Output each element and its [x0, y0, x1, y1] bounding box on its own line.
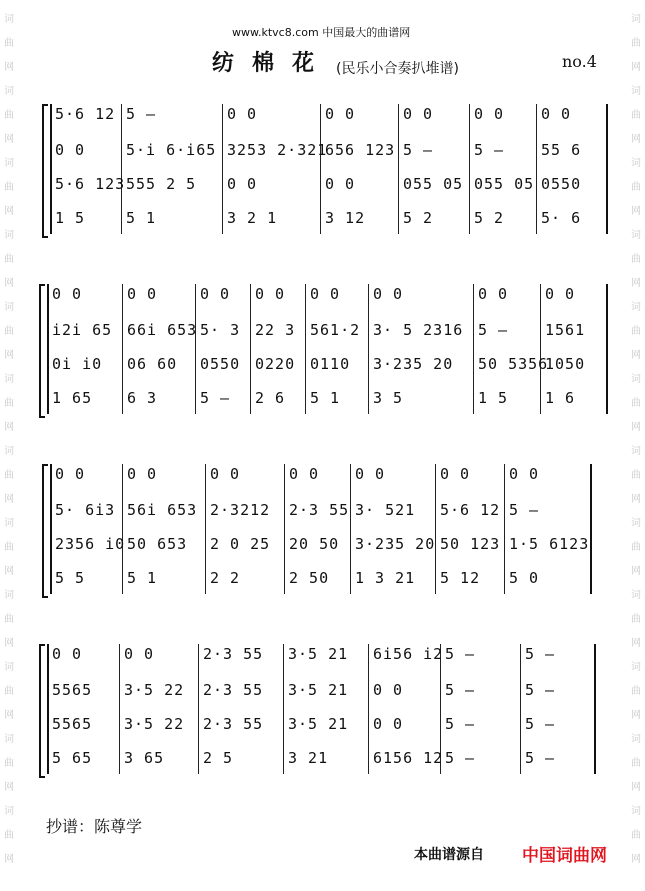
- watermark-char: 网: [631, 350, 641, 361]
- watermark-char: 网: [4, 710, 14, 721]
- note-cell: 5 –: [445, 715, 476, 733]
- note-cell: 1 65: [52, 389, 93, 407]
- watermark-char: 词: [4, 14, 14, 25]
- barline: [205, 464, 206, 594]
- note-cell: 3· 5 2316: [373, 321, 464, 339]
- note-cell: 0 0: [52, 645, 83, 663]
- note-cell: 2 0 25: [210, 535, 271, 553]
- score-title: 纺棉花: [212, 50, 333, 76]
- system-end-barline: [590, 464, 592, 594]
- watermark-char: 曲: [4, 686, 14, 697]
- watermark-char: 词: [631, 86, 641, 97]
- note-cell: 5·6 123: [55, 175, 126, 193]
- barline: [119, 644, 120, 774]
- note-cell: 0550: [541, 175, 582, 193]
- watermark-column-right: [629, 8, 643, 872]
- system-bracket: [39, 644, 45, 778]
- note-cell: 0 0: [55, 141, 86, 159]
- watermark-char: 词: [631, 590, 641, 601]
- note-cell: 0 0: [55, 465, 86, 483]
- system-bracket: [42, 464, 48, 598]
- watermark-char: 词: [631, 302, 641, 313]
- watermark-char: 网: [631, 566, 641, 577]
- note-cell: 3 12: [325, 209, 366, 227]
- note-cell: 3·5 22: [124, 681, 185, 699]
- note-cell: 5 –: [126, 105, 157, 123]
- note-cell: 1 6: [545, 389, 576, 407]
- watermark-char: 网: [4, 566, 14, 577]
- note-cell: 0 0: [210, 465, 241, 483]
- note-cell: 0i i0: [52, 355, 103, 373]
- watermark-char: 词: [4, 230, 14, 241]
- watermark-char: 网: [4, 278, 14, 289]
- note-cell: 2·3 55: [289, 501, 350, 519]
- note-cell: 2 50: [289, 569, 330, 587]
- barline: [305, 284, 306, 414]
- watermark-char: 词: [631, 230, 641, 241]
- watermark-char: 曲: [631, 182, 641, 193]
- watermark-char: 曲: [631, 398, 641, 409]
- watermark-char: 曲: [4, 614, 14, 625]
- watermark-char: 词: [4, 518, 14, 529]
- watermark-char: 网: [631, 710, 641, 721]
- transcriber-credit: 抄谱：陈尊学: [46, 817, 143, 836]
- watermark-char: 曲: [4, 38, 14, 49]
- system-end-barline: [606, 284, 608, 414]
- note-cell: 5 –: [525, 715, 556, 733]
- note-cell: 2·3212: [210, 501, 271, 519]
- watermark-char: 网: [4, 62, 14, 73]
- note-cell: 3·5 22: [124, 715, 185, 733]
- system-bracket: [39, 284, 45, 418]
- note-cell: 0 0: [440, 465, 471, 483]
- note-cell: 3·235 20: [355, 535, 436, 553]
- note-cell: 1 5: [478, 389, 509, 407]
- barline: [435, 464, 436, 594]
- watermark-char: 网: [4, 782, 14, 793]
- note-cell: 2·3 55: [203, 681, 264, 699]
- note-cell: 5·6 12: [440, 501, 501, 519]
- note-cell: 2356 i0: [55, 535, 126, 553]
- barline: [283, 644, 284, 774]
- note-cell: 3253 2·321: [227, 141, 328, 159]
- note-cell: 0 0: [325, 175, 356, 193]
- note-cell: 0 0: [127, 285, 158, 303]
- system-left-barline: [47, 644, 49, 774]
- note-cell: 1 3 21: [355, 569, 416, 587]
- note-cell: 50 5356: [478, 355, 549, 373]
- score-subtitle: (民乐小合奏扒堆谱): [336, 61, 459, 77]
- watermark-char: 曲: [4, 758, 14, 769]
- note-cell: 0 0: [373, 285, 404, 303]
- note-cell: 0 0: [545, 285, 576, 303]
- note-cell: 5 –: [474, 141, 505, 159]
- note-cell: 3·5 21: [288, 645, 349, 663]
- watermark-char: 词: [631, 158, 641, 169]
- note-cell: 3 5: [373, 389, 404, 407]
- watermark-char: 词: [4, 446, 14, 457]
- note-cell: 0 0: [52, 285, 83, 303]
- barline: [368, 644, 369, 774]
- note-cell: 5 65: [52, 749, 93, 767]
- note-cell: 50 653: [127, 535, 188, 553]
- watermark-column-left: [2, 8, 16, 872]
- note-cell: 6i56 i2: [373, 645, 444, 663]
- note-cell: 3·5 21: [288, 681, 349, 699]
- watermark-char: 曲: [4, 110, 14, 121]
- note-cell: 6156 12: [373, 749, 444, 767]
- note-cell: 1561: [545, 321, 586, 339]
- note-cell: 66i 653: [127, 321, 198, 339]
- watermark-char: 曲: [631, 110, 641, 121]
- barline: [469, 104, 470, 234]
- watermark-char: 曲: [4, 254, 14, 265]
- note-cell: 1 5: [55, 209, 86, 227]
- note-cell: 0 0: [200, 285, 231, 303]
- watermark-char: 词: [4, 158, 14, 169]
- note-cell: 5·6 12: [55, 105, 116, 123]
- note-cell: 5 –: [445, 645, 476, 663]
- watermark-char: 词: [631, 662, 641, 673]
- watermark-char: 曲: [4, 830, 14, 841]
- note-cell: 50 123: [440, 535, 501, 553]
- note-cell: 555 2 5: [126, 175, 197, 193]
- note-cell: 2·3 55: [203, 645, 264, 663]
- barline: [504, 464, 505, 594]
- note-cell: 5 12: [440, 569, 481, 587]
- watermark-char: 曲: [4, 542, 14, 553]
- barline: [284, 464, 285, 594]
- note-cell: 0 0: [127, 465, 158, 483]
- note-cell: 5 –: [525, 645, 556, 663]
- note-cell: 0 0: [227, 175, 258, 193]
- watermark-char: 网: [4, 638, 14, 649]
- barline: [121, 104, 122, 234]
- note-cell: 3 65: [124, 749, 165, 767]
- note-cell: 5 –: [525, 749, 556, 767]
- watermark-char: 网: [631, 782, 641, 793]
- note-cell: 0 0: [227, 105, 258, 123]
- note-cell: 0 0: [255, 285, 286, 303]
- watermark-char: 词: [4, 590, 14, 601]
- note-cell: 5 –: [525, 681, 556, 699]
- watermark-char: 网: [631, 134, 641, 145]
- watermark-char: 词: [631, 14, 641, 25]
- watermark-char: 网: [631, 494, 641, 505]
- watermark-char: 网: [4, 494, 14, 505]
- watermark-char: 曲: [631, 254, 641, 265]
- note-cell: 2 5: [203, 749, 234, 767]
- note-cell: 5· 3: [200, 321, 241, 339]
- note-cell: 3 21: [288, 749, 329, 767]
- note-cell: 20 50: [289, 535, 340, 553]
- note-cell: 3·235 20: [373, 355, 454, 373]
- note-cell: 6 3: [127, 389, 158, 407]
- watermark-char: 网: [4, 422, 14, 433]
- note-cell: 1·5 6123: [509, 535, 590, 553]
- note-cell: 2 6: [255, 389, 286, 407]
- watermark-char: 网: [631, 278, 641, 289]
- note-cell: 5 –: [403, 141, 434, 159]
- watermark-char: 网: [631, 62, 641, 73]
- note-cell: 0 0: [124, 645, 155, 663]
- watermark-char: 曲: [631, 614, 641, 625]
- note-cell: 0 0: [325, 105, 356, 123]
- note-cell: 5 5: [55, 569, 86, 587]
- note-cell: 055 05: [474, 175, 535, 193]
- note-cell: 3·5 21: [288, 715, 349, 733]
- note-cell: 5 1: [310, 389, 341, 407]
- barline: [198, 644, 199, 774]
- note-cell: 55 6: [541, 141, 582, 159]
- barline: [122, 464, 123, 594]
- watermark-char: 曲: [631, 470, 641, 481]
- note-cell: 06 60: [127, 355, 178, 373]
- watermark-char: 词: [4, 806, 14, 817]
- system-left-barline: [50, 104, 52, 234]
- watermark-char: 词: [631, 446, 641, 457]
- note-cell: 5 –: [509, 501, 540, 519]
- watermark-char: 词: [4, 374, 14, 385]
- system-end-barline: [606, 104, 608, 234]
- note-cell: 055 05: [403, 175, 464, 193]
- site-url: www.ktvc8.com 中国最大的曲谱网: [232, 26, 411, 39]
- note-cell: 0220: [255, 355, 296, 373]
- note-cell: 5 1: [127, 569, 158, 587]
- note-cell: 5 –: [445, 681, 476, 699]
- note-cell: 5565: [52, 715, 93, 733]
- watermark-char: 曲: [631, 686, 641, 697]
- note-cell: 5· 6i3: [55, 501, 116, 519]
- note-cell: 0 0: [474, 105, 505, 123]
- watermark-char: 曲: [631, 38, 641, 49]
- note-cell: 5 –: [445, 749, 476, 767]
- note-cell: 2·3 55: [203, 715, 264, 733]
- barline: [398, 104, 399, 234]
- system-left-barline: [47, 284, 49, 414]
- note-cell: 5·i 6·i65: [126, 141, 217, 159]
- watermark-char: 曲: [631, 758, 641, 769]
- barline: [368, 284, 369, 414]
- barline: [250, 284, 251, 414]
- system-left-barline: [50, 464, 52, 594]
- source-site-link[interactable]: 中国词曲网: [522, 846, 607, 866]
- watermark-char: 词: [4, 302, 14, 313]
- barline: [520, 644, 521, 774]
- watermark-char: 曲: [4, 470, 14, 481]
- watermark-char: 词: [631, 806, 641, 817]
- watermark-char: 网: [4, 206, 14, 217]
- note-cell: 56i 653: [127, 501, 198, 519]
- watermark-char: 曲: [631, 542, 641, 553]
- note-cell: 0 0: [509, 465, 540, 483]
- note-cell: 0 0: [355, 465, 386, 483]
- barline: [540, 284, 541, 414]
- barline: [195, 284, 196, 414]
- note-cell: i2i 65: [52, 321, 113, 339]
- note-cell: 5565: [52, 681, 93, 699]
- barline: [473, 284, 474, 414]
- barline: [536, 104, 537, 234]
- note-cell: 0 0: [541, 105, 572, 123]
- note-cell: 2 2: [210, 569, 241, 587]
- note-cell: 5 –: [478, 321, 509, 339]
- watermark-char: 词: [631, 734, 641, 745]
- barline: [222, 104, 223, 234]
- barline: [320, 104, 321, 234]
- watermark-char: 网: [631, 206, 641, 217]
- watermark-char: 词: [4, 86, 14, 97]
- note-cell: 0 0: [373, 715, 404, 733]
- note-cell: 22 3: [255, 321, 296, 339]
- watermark-char: 曲: [4, 326, 14, 337]
- note-cell: 3 2 1: [227, 209, 278, 227]
- watermark-char: 曲: [631, 830, 641, 841]
- note-cell: 0 0: [403, 105, 434, 123]
- note-cell: 5 2: [403, 209, 434, 227]
- note-cell: 5 –: [200, 389, 231, 407]
- note-cell: 1050: [545, 355, 586, 373]
- watermark-char: 词: [631, 518, 641, 529]
- note-cell: 0 0: [289, 465, 320, 483]
- watermark-char: 词: [4, 734, 14, 745]
- watermark-char: 网: [4, 854, 14, 865]
- watermark-char: 曲: [4, 398, 14, 409]
- barline: [122, 284, 123, 414]
- system-end-barline: [594, 644, 596, 774]
- note-cell: 5 2: [474, 209, 505, 227]
- note-cell: 656 123: [325, 141, 396, 159]
- note-cell: 5 0: [509, 569, 540, 587]
- watermark-char: 词: [631, 374, 641, 385]
- note-cell: 561·2: [310, 321, 361, 339]
- watermark-char: 词: [4, 662, 14, 673]
- watermark-char: 曲: [631, 326, 641, 337]
- score-number: no.4: [562, 52, 597, 71]
- system-bracket: [42, 104, 48, 238]
- watermark-char: 网: [631, 638, 641, 649]
- note-cell: 0 0: [310, 285, 341, 303]
- note-cell: 5· 6: [541, 209, 582, 227]
- watermark-char: 网: [631, 854, 641, 865]
- note-cell: 0550: [200, 355, 241, 373]
- source-label: 本曲谱源自: [414, 847, 484, 863]
- note-cell: 3· 521: [355, 501, 416, 519]
- barline: [350, 464, 351, 594]
- note-cell: 5 1: [126, 209, 157, 227]
- watermark-char: 网: [631, 422, 641, 433]
- watermark-char: 网: [4, 350, 14, 361]
- note-cell: 0 0: [478, 285, 509, 303]
- note-cell: 0110: [310, 355, 351, 373]
- watermark-char: 曲: [4, 182, 14, 193]
- watermark-char: 网: [4, 134, 14, 145]
- note-cell: 0 0: [373, 681, 404, 699]
